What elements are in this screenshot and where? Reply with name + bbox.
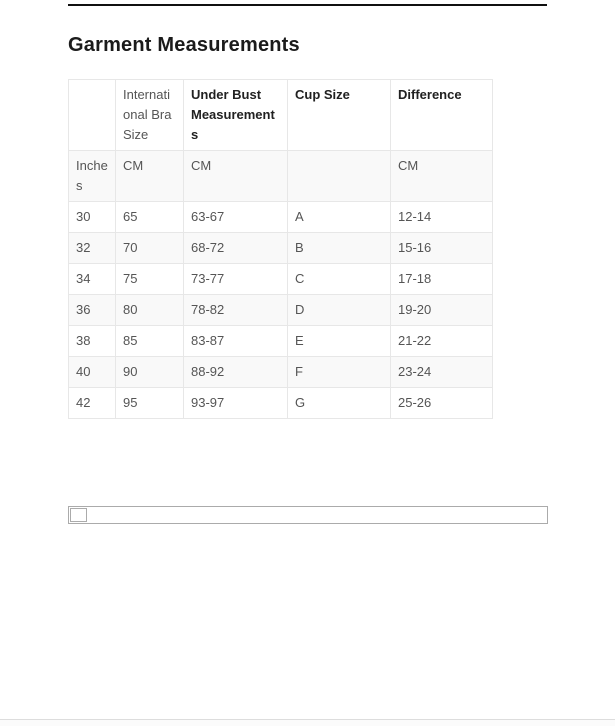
table-cell: 90: [116, 357, 184, 388]
table-cell: 75: [116, 264, 184, 295]
column-header-international-bra-size: International Bra Size: [116, 80, 184, 151]
unit-cell: CM: [391, 151, 493, 202]
table-cell: 23-24: [391, 357, 493, 388]
table-cell: 70: [116, 233, 184, 264]
table-cell: 80: [116, 295, 184, 326]
table-cell: B: [288, 233, 391, 264]
table-row: [69, 326, 493, 357]
table-cell: 21-22: [391, 326, 493, 357]
column-header-under-bust-measurements: Under Bust Measurements: [184, 80, 288, 151]
column-header-difference: Difference: [391, 80, 493, 151]
table-cell: 83-87: [184, 326, 288, 357]
table-row: [69, 264, 493, 295]
unit-cell: CM: [184, 151, 288, 202]
table-cell: 38: [69, 326, 116, 357]
bottom-divider: [0, 719, 615, 726]
table-cell: 40: [69, 357, 116, 388]
table-cell: D: [288, 295, 391, 326]
table-cell: 32: [69, 233, 116, 264]
table-cell: 65: [116, 202, 184, 233]
column-header-cup-size: Cup Size: [288, 80, 391, 151]
table-cell: 78-82: [184, 295, 288, 326]
horizontal-scrollbar-track[interactable]: [68, 506, 548, 524]
measurements-table: [68, 79, 493, 419]
table-cell: 63-67: [184, 202, 288, 233]
table-cell: 30: [69, 202, 116, 233]
table-cell: 17-18: [391, 264, 493, 295]
table-cell: 88-92: [184, 357, 288, 388]
unit-cell: CM: [116, 151, 184, 202]
table-row: [69, 233, 493, 264]
table-cell: G: [288, 388, 391, 419]
table-cell: C: [288, 264, 391, 295]
table-cell: 93-97: [184, 388, 288, 419]
table-cell: 95: [116, 388, 184, 419]
table-cell: 42: [69, 388, 116, 419]
table-row: [69, 202, 493, 233]
table-row: [69, 388, 493, 419]
table-cell: 73-77: [184, 264, 288, 295]
table-cell: 36: [69, 295, 116, 326]
table-cell: F: [288, 357, 391, 388]
table-cell: 68-72: [184, 233, 288, 264]
unit-cell: [288, 151, 391, 202]
table-cell: 15-16: [391, 233, 493, 264]
table-header-row: [69, 80, 493, 151]
table-cell: E: [288, 326, 391, 357]
table-cell: 12-14: [391, 202, 493, 233]
page-title: Garment Measurements: [68, 34, 300, 56]
horizontal-scrollbar-thumb[interactable]: [70, 508, 87, 522]
unit-row: [69, 151, 493, 202]
table-cell: 25-26: [391, 388, 493, 419]
table-cell: 85: [116, 326, 184, 357]
column-header-blank: [69, 80, 116, 151]
table-cell: 34: [69, 264, 116, 295]
unit-cell: Inches: [69, 151, 116, 202]
top-divider: [68, 4, 547, 6]
table-row: [69, 295, 493, 326]
table-cell: 19-20: [391, 295, 493, 326]
table-row: [69, 357, 493, 388]
table-cell: A: [288, 202, 391, 233]
